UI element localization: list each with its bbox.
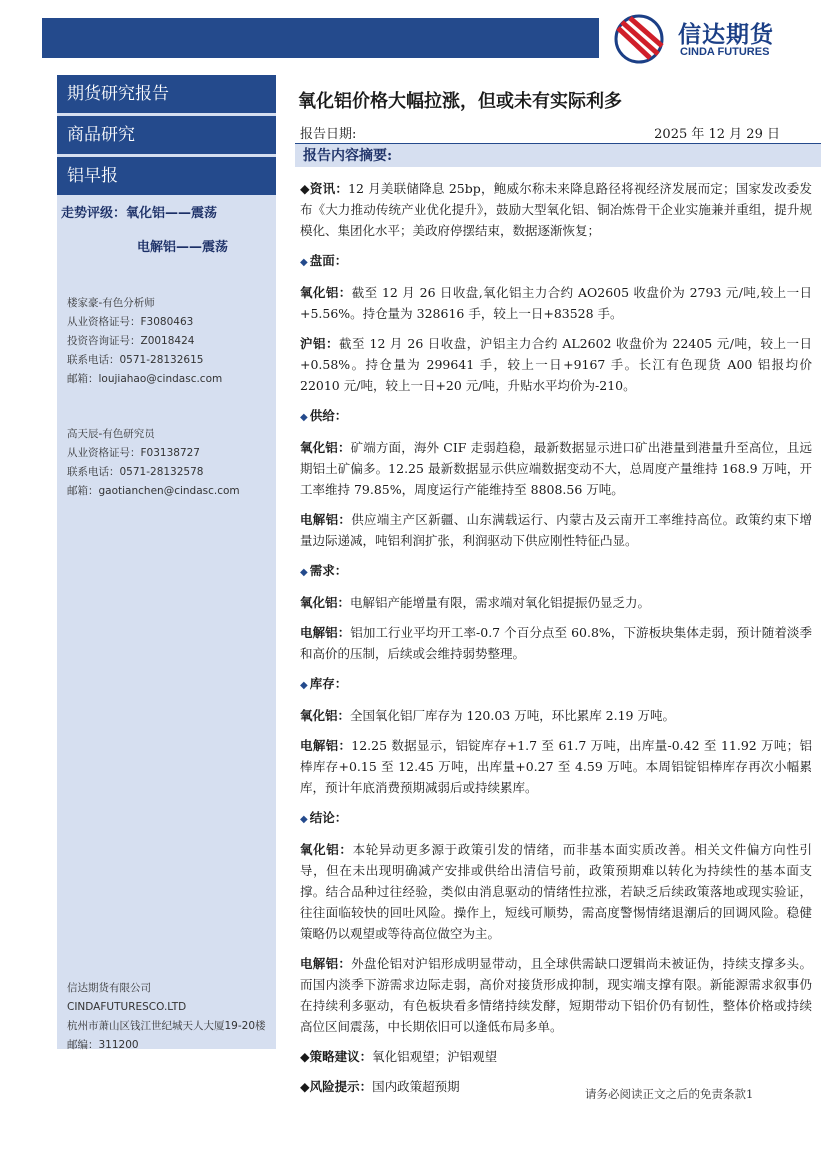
market-alumina bbox=[300, 282, 812, 324]
supply-al-text: 供应端主产区新疆、山东满载运行、内蒙古及云南开工率维持高位。政策约束下增量边际递减，吨铝利润扩张，利润驱动下供应刚性特征凸显。 bbox=[300, 512, 812, 548]
conclusion-al-text: 外盘伦铝对沪铝形成明显带动，且全球供需缺口逻辑尚未被证伪，持续支撑多头。而国内淡季下游需求边际走弱，高价对接货形成抑制，现实端支撑有限。新能源需求叙事仍在持续利多驱动，有色板块看多情绪持续发酵，短期带动下铝价仍有韧性，整体价格或持续高位区间震荡，中长期依旧可以逢低布局多单。 bbox=[300, 956, 812, 1034]
supply-alumina-text: 矿端方面，海外 CIF 走弱趋稳，最新数据显示进口矿出港量到港量升至高位，且远期铝土矿偏多。12.25 最新数据显示供应端数据变动不大，总周度产量维持 168.9 万吨，开工率维持 79.85%，周度运行产能维持至 8808.56 万吨。 bbox=[300, 440, 812, 497]
section-conclusion bbox=[300, 807, 812, 830]
analyst-1-phone: 联系电话：0571-28132615 bbox=[67, 354, 204, 366]
demand-al bbox=[300, 622, 812, 664]
rating-aluminum: 电解铝——震荡 bbox=[137, 240, 229, 255]
inventory-al-label: 电解铝： bbox=[300, 738, 352, 753]
risk-label: 风险提示： bbox=[309, 1079, 373, 1094]
analyst-2-email[interactable]: 邮箱：gaotianchen@cindasc.com bbox=[67, 485, 240, 497]
section-inventory bbox=[300, 673, 812, 696]
company-logo bbox=[608, 14, 794, 64]
conclusion-alumina-label: 氧化铝： bbox=[300, 842, 353, 857]
section-market-label: 盘面： bbox=[309, 253, 348, 268]
conclusion-alumina bbox=[300, 839, 812, 944]
report-date-label: 报告日期: bbox=[300, 127, 357, 142]
demand-alumina bbox=[300, 592, 812, 613]
supply-alumina bbox=[300, 437, 812, 500]
section-inventory-label: 库存： bbox=[309, 676, 348, 691]
diamond-icon: ◆ bbox=[300, 181, 310, 196]
market-alumina-label: 氧化铝： bbox=[300, 285, 352, 300]
analyst-2-phone: 联系电话：0571-28132578 bbox=[67, 466, 204, 478]
rating-alumina bbox=[61, 202, 217, 221]
summary-label: 报告内容摘要: bbox=[303, 148, 393, 164]
market-al-label: 沪铝： bbox=[300, 336, 340, 351]
news-paragraph bbox=[300, 178, 812, 241]
section-demand bbox=[300, 560, 812, 583]
diamond-icon: ◆ bbox=[300, 412, 308, 423]
diamond-icon: ◆ bbox=[300, 1049, 310, 1064]
report-title: 氧化铝价格大幅拉涨，但或未有实际利多 bbox=[298, 91, 622, 112]
inventory-al-text: 12.25 数据显示，铝锭库存+1.7 至 61.7 万吨，出库量-0.42 至 11.92 万吨；铝棒库存+0.15 至 12.45 万吨，出库量+0.27 至 4.59 万吨。本周铝锭铝棒库存再次小幅累库，预计年底消费预期减弱后或持续累库。 bbox=[300, 738, 812, 795]
summary-header bbox=[295, 143, 821, 167]
diamond-icon: ◆ bbox=[300, 680, 308, 691]
conclusion-al-label: 电解铝： bbox=[300, 956, 352, 971]
section-market bbox=[300, 250, 812, 273]
market-alumina-text: 截至 12 月 26 日收盘,氧化铝主力合约 AO2605 收盘价为 2793 元/吨,较上一日+5.56%。持仓量为 328616 手，较上一日+83528 手。 bbox=[300, 285, 812, 321]
risk-text: 国内政策超预期 bbox=[372, 1079, 460, 1094]
header-bar bbox=[42, 18, 599, 58]
demand-al-text: 铝加工行业平均开工率-0.7 个百分点至 60.8%，下游板块集体走弱，预计随着淡季和高价的压制，后续或会维持弱势整理。 bbox=[300, 625, 812, 661]
section-conclusion-label: 结论： bbox=[309, 810, 348, 825]
news-text: 12 月美联储降息 25bp，鲍威尔称未来降息路径将视经济发展而定；国家发改委发布《大力推动传统产业优化提升》，鼓励大型氧化铝、铜冶炼骨干企业实施兼并重组，提升规模化、集团化水平；美政府停摆结束，数据逐渐恢复； bbox=[300, 181, 812, 238]
inventory-al bbox=[300, 735, 812, 798]
analyst-2-name: 高天辰-有色研究员 bbox=[67, 428, 155, 440]
footer-disclaimer: 请务必阅读正文之后的免责条款1 bbox=[585, 1087, 754, 1101]
analyst-1-email[interactable]: 邮箱：loujiahao@cindasc.com bbox=[67, 373, 223, 385]
diamond-icon: ◆ bbox=[300, 567, 308, 578]
report-date-value: 2025 年 12 月 29 日 bbox=[654, 127, 780, 142]
supply-al-label: 电解铝： bbox=[300, 512, 352, 527]
company-address: 杭州市萧山区钱江世纪城天人大厦19-20楼 bbox=[67, 1020, 266, 1032]
strategy-label: 策略建议： bbox=[309, 1049, 373, 1064]
strategy-text: 氧化铝观望；沪铝观望 bbox=[372, 1049, 498, 1064]
conclusion-al bbox=[300, 953, 812, 1037]
analyst-1-qualification: 从业资格证号：F3080463 bbox=[67, 316, 194, 328]
report-content bbox=[300, 178, 812, 1106]
tag-commodity-research: 商品研究 bbox=[57, 116, 276, 154]
report-date-row bbox=[300, 123, 780, 142]
market-al bbox=[300, 333, 812, 396]
logo-text-en: CINDA FUTURES bbox=[680, 46, 770, 58]
analyst-2-qualification: 从业资格证号：F03138727 bbox=[67, 447, 200, 459]
rating-label: 走势评级： bbox=[61, 206, 127, 221]
market-al-text: 截至 12 月 26 日收盘，沪铝主力合约 AL2602 收盘价为 22405 元/吨，较上一日+0.58%。持仓量为 299641 手，较上一日+9167 手。长江有色现货 A00 铝报均价 22010 元/吨，较上一日+20 元/吨，升贴水平均价为-210。 bbox=[300, 336, 812, 393]
analyst-1-name: 楼家豪-有色分析师 bbox=[67, 297, 155, 309]
supply-al bbox=[300, 509, 812, 551]
demand-alumina-label: 氧化铝： bbox=[300, 595, 351, 610]
inventory-alumina-text: 全国氧化铝厂库存为 120.03 万吨，环比累库 2.19 万吨。 bbox=[350, 708, 675, 723]
demand-al-label: 电解铝： bbox=[300, 625, 351, 640]
section-demand-label: 需求： bbox=[309, 563, 348, 578]
company-postcode: 邮编：311200 bbox=[67, 1039, 139, 1051]
logo-text-cn: 信达期货 bbox=[678, 22, 774, 48]
section-supply-label: 供给： bbox=[309, 408, 348, 423]
inventory-alumina bbox=[300, 705, 812, 726]
conclusion-alumina-text: 本轮异动更多源于政策引发的情绪，而非基本面实质改善。相关文件偏方向性引导，但在未出现明确减产安排或供给出清信号前，政策预期难以转化为持续性的基本面支撑。结合品种过往经验，类似由消息驱动的情绪性拉涨，若缺乏后续政策落地或现实验证，往往面临较快的回吐风险。操作上，短线可顺势，需高度警惕情绪退潮后的回调风险。稳健策略仍以观望或等待高位做空为主。 bbox=[300, 842, 812, 941]
cinda-logo-icon bbox=[608, 14, 670, 64]
analyst-2-info bbox=[67, 425, 240, 501]
analyst-1-info bbox=[67, 294, 222, 389]
demand-alumina-text: 电解铝产能增量有限，需求端对氧化铝提振仍显乏力。 bbox=[350, 595, 651, 610]
tag-aluminum-morning: 铝早报 bbox=[57, 157, 276, 195]
diamond-icon: ◆ bbox=[300, 1079, 310, 1094]
tag-futures-report: 期货研究报告 bbox=[57, 75, 276, 113]
diamond-icon: ◆ bbox=[300, 814, 308, 825]
strategy-paragraph bbox=[300, 1046, 812, 1067]
company-info bbox=[67, 979, 266, 1055]
diamond-icon: ◆ bbox=[300, 257, 308, 268]
company-name-en: CINDAFUTURESCO.LTD bbox=[67, 1001, 187, 1013]
sidebar bbox=[57, 75, 276, 1049]
supply-alumina-label: 氧化铝： bbox=[300, 440, 351, 455]
section-supply bbox=[300, 405, 812, 428]
news-label: 资讯： bbox=[309, 181, 349, 196]
inventory-alumina-label: 氧化铝： bbox=[300, 708, 351, 723]
company-name: 信达期货有限公司 bbox=[67, 982, 151, 994]
analyst-1-consult-cert: 投资咨询证号：Z0018424 bbox=[67, 335, 195, 347]
rating-alumina-value: 氧化铝——震荡 bbox=[126, 206, 218, 221]
